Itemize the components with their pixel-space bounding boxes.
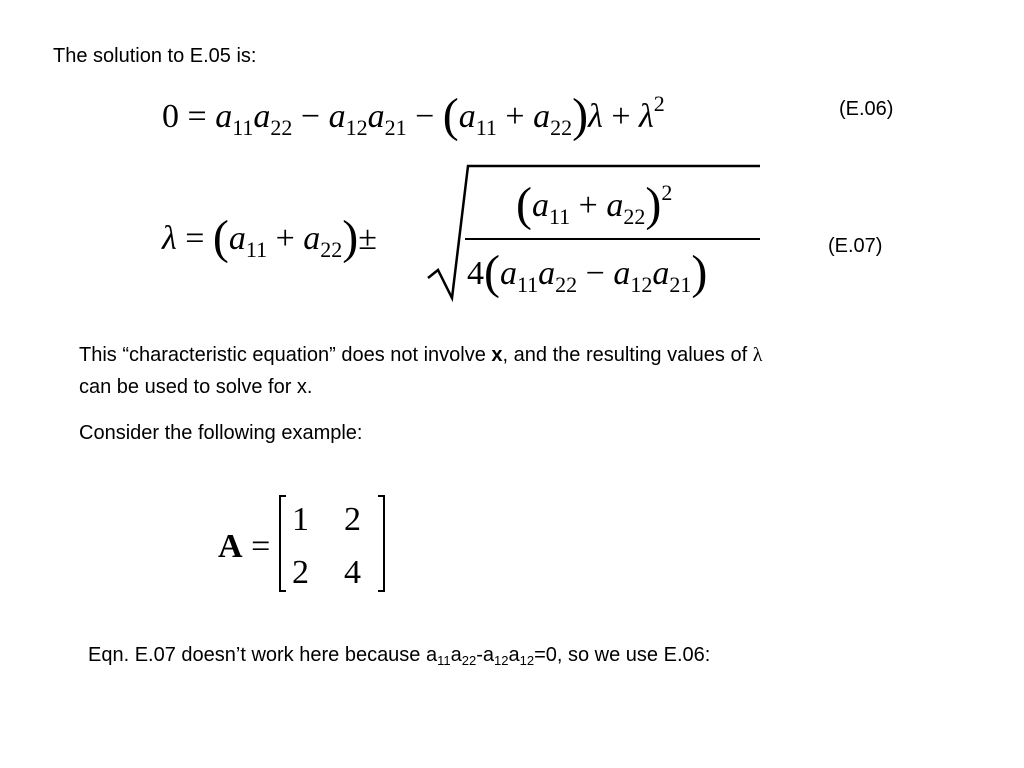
equation-e07-denominator: $4(a_{11}a_{22} - a_{12}a_{21})$ [467, 246, 708, 299]
equation-e07-lhs: $\lambda = (a_{11} + a_{22})\pm$ [162, 211, 377, 264]
fraction-bar [465, 237, 760, 241]
equation-e07-numerator: $(a_{11} + a_{22})^2$ [516, 178, 673, 231]
matrix-name: A = [218, 528, 271, 565]
intro-text: The solution to E.05 is: [53, 45, 257, 67]
matrix-cell: 4 [344, 554, 361, 591]
characteristic-paragraph-line2: can be used to solve for x. [79, 376, 313, 398]
consider-example-text: Consider the following example: [79, 422, 363, 444]
matrix-cell: 2 [292, 554, 309, 591]
characteristic-paragraph-line1: This “characteristic equation” does not involve x, and the resulting values of λ [79, 344, 763, 366]
conclusion-text: Eqn. E.07 doesn’t work here because $a_{11}a_{22}-a_{12}a_{12}=0$, so we use E.06: [88, 644, 711, 668]
equation-label-e06: (E.06) [839, 98, 894, 120]
matrix-bracket-left [276, 494, 290, 594]
equation-e06: $0 = a_{11}a_{22} - a_{12}a_{21} - (a_{11} + a_{22})\lambda + \lambda^2$ [162, 89, 665, 142]
matrix-bracket-right [374, 494, 388, 594]
matrix-cell: 1 [292, 501, 309, 538]
equation-label-e07: (E.07) [828, 235, 883, 257]
matrix-cell: 2 [344, 501, 361, 538]
